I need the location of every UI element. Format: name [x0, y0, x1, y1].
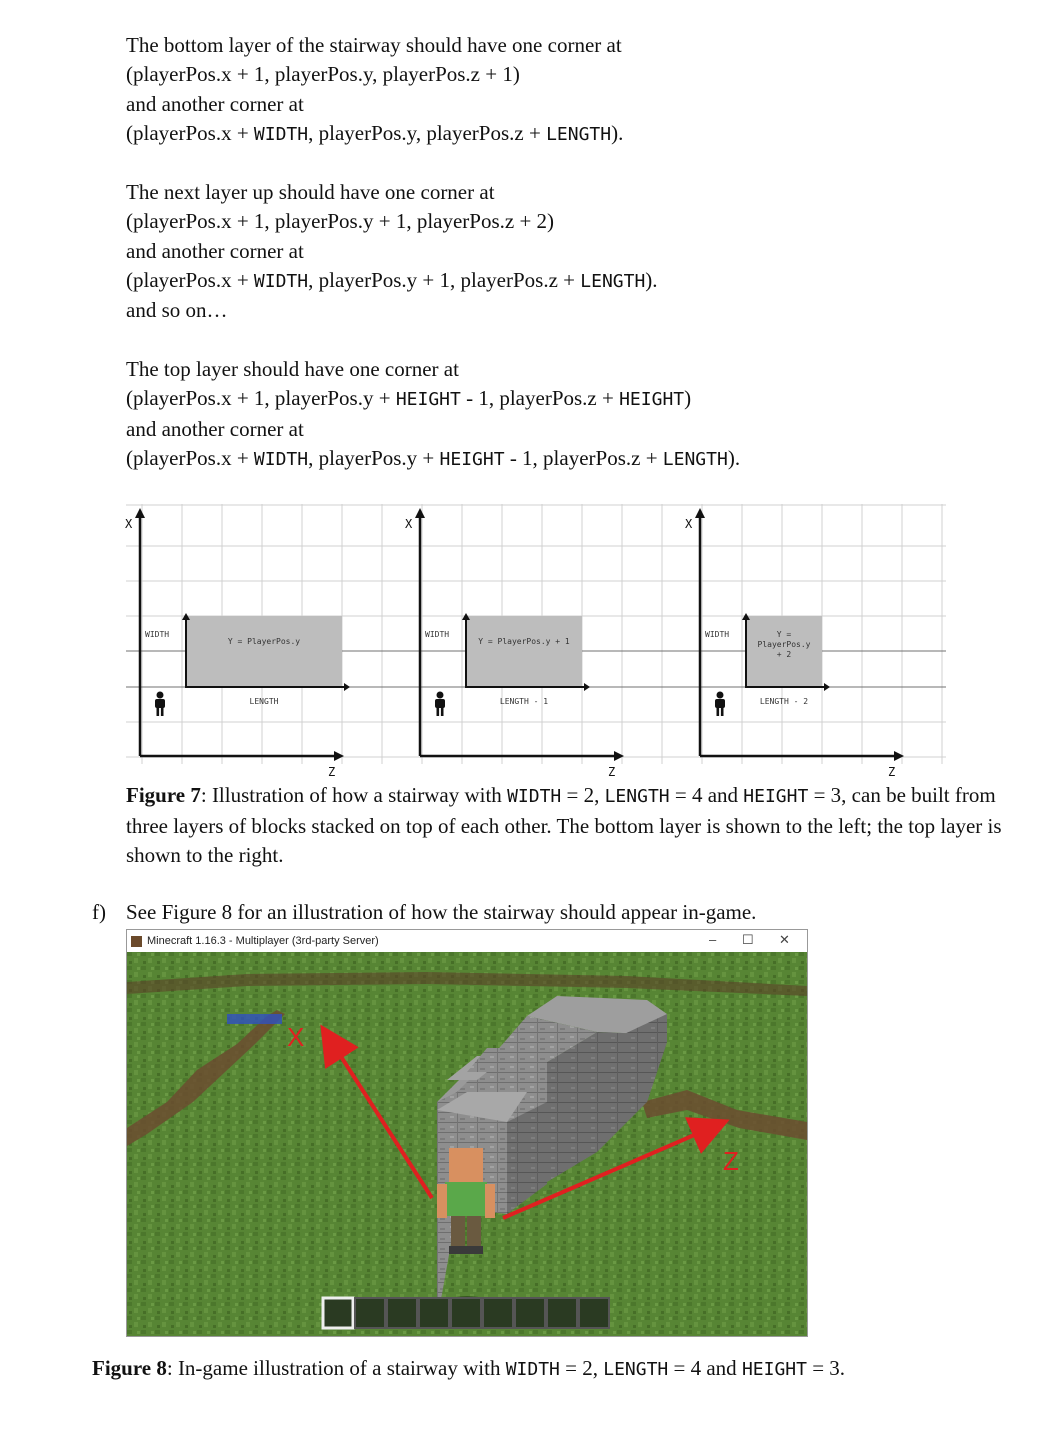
game-scene — [127, 952, 807, 1336]
code-token: WIDTH — [253, 123, 309, 145]
hotbar-slot[interactable] — [515, 1298, 545, 1328]
text-run: - 1, playerPos.z + — [504, 445, 663, 470]
text-run: (playerPos.x + 1, playerPos.y + — [126, 386, 396, 411]
person-icon — [155, 699, 165, 708]
code-token: HEIGHT — [619, 389, 685, 411]
x-axis-label: X — [125, 517, 133, 531]
text-run: = 2, — [559, 1356, 604, 1380]
text-run: The bottom layer of the stairway should have one corner at — [126, 33, 622, 57]
figure7-diagram — [126, 500, 946, 782]
length-arrowhead — [584, 683, 590, 691]
paragraph-bottom-layer — [126, 31, 623, 149]
text-run: (playerPos.x + 1, playerPos.y, playerPos.z + 1) — [126, 62, 520, 87]
text-run: = 3, can be built from three layers of blocks stacked on top of each other. The bottom layer is shown to the left; the top layer is shown to the right. — [126, 783, 1002, 867]
person-icon — [717, 692, 724, 699]
figure7-caption — [126, 781, 1006, 871]
text-run: , playerPos.y + — [308, 445, 440, 470]
length-label: LENGTH — [249, 697, 279, 706]
text-run: = 4 and — [669, 783, 744, 807]
text-run: and so on… — [126, 298, 228, 323]
hotbar-slot[interactable] — [451, 1298, 481, 1328]
text-run: - 1, playerPos.z + — [460, 386, 620, 411]
text-run: = 4 and — [668, 1356, 742, 1380]
person-icon — [437, 692, 444, 699]
paragraph-line — [126, 207, 658, 236]
maximize-icon[interactable]: ☐ — [742, 932, 754, 947]
paragraph-line — [126, 266, 658, 296]
x-axis-label: X — [405, 517, 413, 531]
text-run: ). — [727, 445, 741, 470]
layer-y-label: Y = — [776, 630, 792, 639]
text-run: (playerPos.x + — [126, 120, 254, 145]
list-item-label: f) — [92, 900, 106, 924]
z-axis-label: Z — [328, 765, 336, 779]
person-icon — [437, 707, 440, 716]
code-token: HEIGHT — [743, 786, 809, 807]
hotbar-slot[interactable] — [323, 1298, 353, 1328]
text-run: , playerPos.y, playerPos.z + — [308, 120, 547, 145]
code-token: WIDTH — [505, 1359, 560, 1380]
z-axis-overlay-label: Z — [723, 1146, 739, 1176]
text-run: , playerPos.y + 1, playerPos.z + — [308, 267, 581, 292]
text-run: ). — [645, 267, 658, 292]
minecraft-logo-icon — [131, 936, 142, 947]
hotbar-slot[interactable] — [419, 1298, 449, 1328]
z-axis-label: Z — [888, 765, 896, 779]
person-icon — [435, 699, 445, 708]
paragraph-line — [126, 415, 740, 444]
text-run: and another corner at — [126, 238, 304, 263]
water-pool — [227, 1014, 282, 1024]
game-window — [126, 929, 808, 1337]
length-arrowhead — [344, 683, 350, 691]
hotbar-slot[interactable] — [483, 1298, 513, 1328]
x-axis-label: X — [685, 517, 693, 531]
paragraph-line — [126, 444, 740, 474]
paragraph-top-layer — [126, 355, 740, 474]
code-token: LENGTH — [546, 123, 612, 145]
person-icon — [715, 699, 725, 708]
person-icon — [721, 707, 724, 716]
text-run: : In-game illustration of a stairway with — [166, 1356, 506, 1380]
layer-block — [466, 616, 582, 687]
person-icon — [161, 707, 164, 716]
close-icon[interactable]: ✕ — [779, 932, 790, 947]
width-label: WIDTH — [145, 630, 170, 639]
paragraph-line — [126, 355, 740, 384]
width-label: WIDTH — [425, 630, 450, 639]
person-icon — [717, 707, 720, 716]
person-icon — [441, 707, 444, 716]
hotbar-slot[interactable] — [387, 1298, 417, 1328]
text-run: ). — [611, 120, 624, 145]
code-token: WIDTH — [507, 786, 562, 807]
list-item-text: See Figure 8 for an illustration of how the stairway should appear in-game. — [126, 900, 757, 924]
code-token: LENGTH — [580, 270, 646, 292]
paragraph-line — [126, 60, 623, 89]
list-item-f — [92, 900, 756, 925]
code-token: HEIGHT — [741, 1359, 807, 1380]
hotbar-slot[interactable] — [547, 1298, 577, 1328]
layer-y-label: Y = PlayerPos.y + 1 — [478, 637, 570, 646]
length-arrowhead — [824, 683, 830, 691]
layer-y-label: + 2 — [776, 650, 792, 659]
length-label: LENGTH - 2 — [759, 697, 809, 706]
text-run: The top layer should have one corner at — [126, 357, 459, 381]
text-run: = 3. — [806, 1356, 846, 1380]
text-run: and another corner at — [126, 91, 304, 116]
text-run: The next layer up should have one corner at — [126, 180, 495, 204]
code-token: LENGTH — [603, 1359, 669, 1380]
text-run: = 2, — [561, 783, 605, 807]
x-axis-overlay-label: X — [287, 1022, 305, 1052]
text-run: and another corner at — [126, 416, 304, 441]
text-run: (playerPos.x + — [126, 267, 254, 292]
paragraph-line — [126, 296, 658, 325]
figure8-caption — [92, 1354, 845, 1385]
length-label: LENGTH - 1 — [499, 697, 549, 706]
x-axis-arrowhead — [415, 508, 425, 518]
text-run: ) — [684, 386, 692, 411]
layer-block — [186, 616, 342, 687]
paragraph-line — [126, 178, 658, 207]
text-run: : Illustration of how a stairway with — [200, 783, 508, 807]
layer-y-label: Y = PlayerPos.y — [227, 637, 301, 646]
text-run: (playerPos.x + 1, playerPos.y + 1, playerPos.z + 2) — [126, 209, 555, 234]
code-token: WIDTH — [253, 270, 309, 292]
paragraph-next-layer — [126, 178, 658, 325]
code-token: LENGTH — [604, 786, 670, 807]
paragraph-line — [126, 31, 623, 60]
paragraph-line — [126, 384, 740, 414]
minimize-icon[interactable]: – — [709, 932, 717, 947]
person-icon — [157, 692, 164, 699]
game-window-titlebar — [127, 930, 807, 952]
code-token: LENGTH — [662, 448, 728, 470]
paragraph-line — [126, 90, 623, 119]
x-axis-arrowhead — [135, 508, 145, 518]
game-window-title: Minecraft 1.16.3 - Multiplayer (3rd-party Server) — [147, 935, 379, 947]
paragraph-line — [126, 237, 658, 266]
width-label: WIDTH — [705, 630, 730, 639]
z-axis-label: Z — [608, 765, 616, 779]
paragraph-line — [126, 119, 623, 149]
hotbar-slot[interactable] — [579, 1298, 609, 1328]
figure-label: Figure 8 — [92, 1356, 167, 1380]
hotbar-slot[interactable] — [355, 1298, 385, 1328]
hotbar — [323, 1298, 609, 1328]
code-token: WIDTH — [253, 448, 309, 470]
code-token: HEIGHT — [395, 389, 461, 411]
text-run: (playerPos.x + — [126, 445, 254, 470]
x-axis-arrowhead — [695, 508, 705, 518]
layer-y-label: PlayerPos.y — [757, 640, 811, 649]
figure-label: Figure 7 — [126, 783, 201, 807]
person-icon — [157, 707, 160, 716]
code-token: HEIGHT — [439, 448, 505, 470]
